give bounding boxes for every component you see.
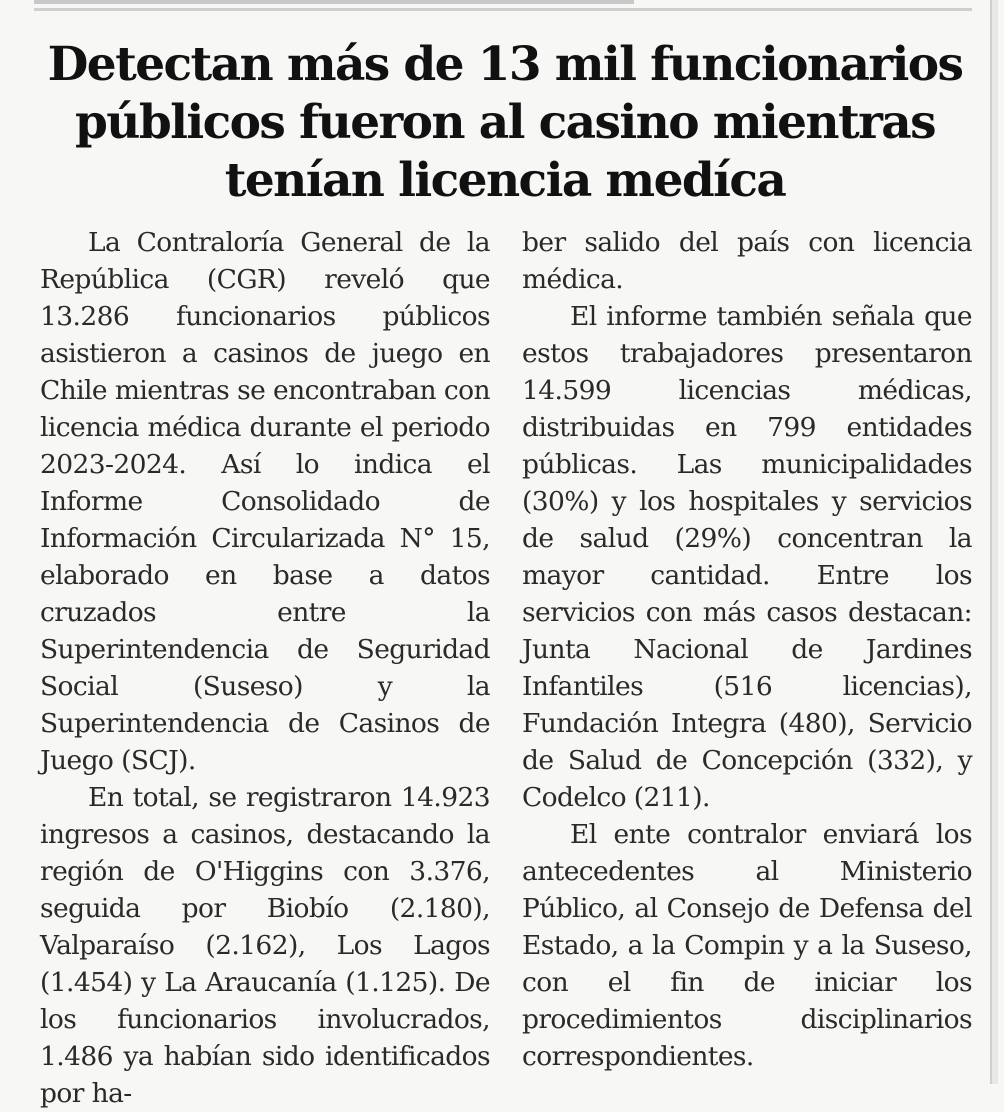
article-body <box>40 224 972 1109</box>
paragraph-2-continued: ber salido del país con licencia médica. <box>522 227 972 295</box>
article-column-right <box>522 224 972 1072</box>
paragraph-4: El ente contralor enviará los antecedentes al Ministerio Público, al Consejo de Defensa del Estado, a la Compin y a la Suseso, con el fin de iniciar los procedimientos disciplinarios correspondientes. <box>522 819 972 1072</box>
paragraph-1: La Contraloría General de la República (CGR) reveló que 13.286 funcionarios públicos asistieron a casinos de juego en Chile mientras se encontraban con licencia médica durante el periodo 2023-2024. Así lo indica el Informe Consolidado de Información Circularizada N° 15, elaborado en base a datos cruzados entre la Superintendencia de Seguridad Social (Suseso) y la Superintendencia de Casinos de Juego (SCJ). <box>40 227 490 776</box>
article-column-left <box>40 224 490 1109</box>
top-border-fragment <box>34 0 634 4</box>
page-edge <box>990 0 998 1084</box>
top-divider-rule <box>34 8 972 11</box>
paragraph-2: En total, se registraron 14.923 ingresos a casinos, destacando la región de O'Higgins con 3.376, seguida por Biobío (2.180), Valparaíso (2.162), Los Lagos (1.454) y La Araucanía (1.125). De los funcionarios involucrados, 1.486 ya habían sido identificados por ha- <box>40 782 490 1109</box>
paragraph-3: El informe también señala que estos trabajadores presentaron 14.599 licencias médicas, distribuidas en 799 entidades públicas. Las municipalidades (30%) y los hospitales y servicios de salud (29%) concentran la mayor cantidad. Entre los servicios con más casos destacan: Junta Nacional de Jardines Infantiles (516 licencias), Fundación Integra (480), Servicio de Salud de Concepción (332), y Codelco (211). <box>522 301 972 813</box>
article-headline: Detectan más de 13 mil funcionarios públicos fueron al casino mientras tenían licencia medíca <box>47 37 963 208</box>
